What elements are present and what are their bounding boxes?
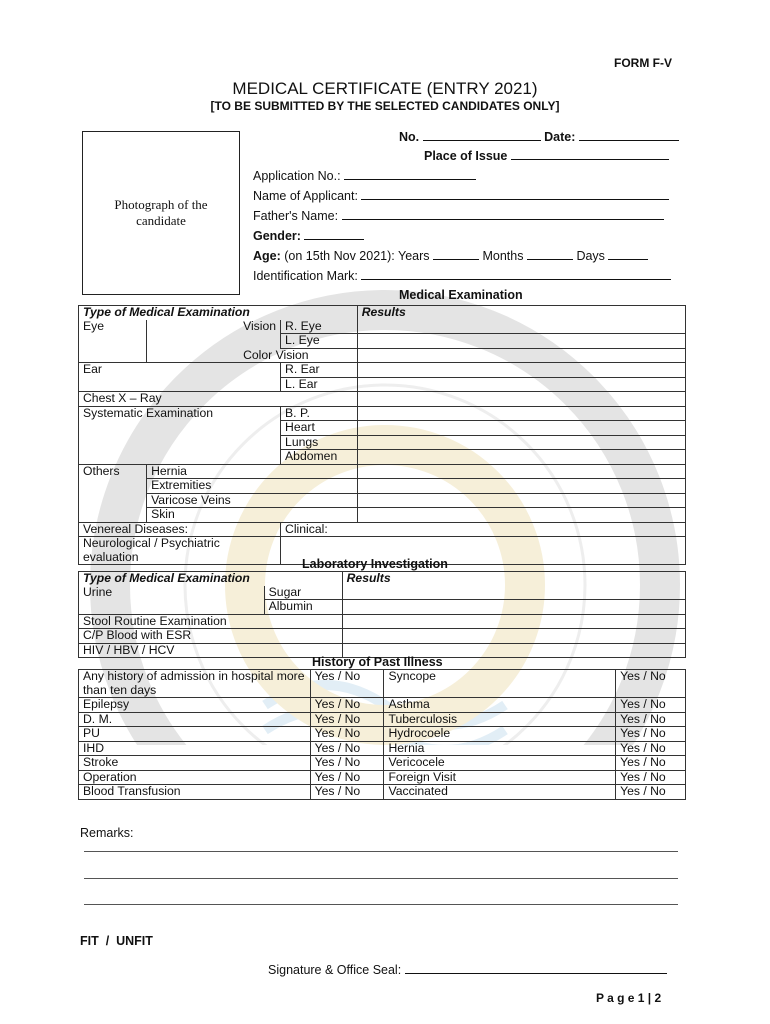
application-no-row [253, 168, 476, 183]
age-years-label: (on 15th Nov 2021): Years [284, 249, 430, 263]
hiv-label: HIV / HBV / HCV [83, 642, 175, 657]
age-label: Age: [253, 249, 281, 263]
albumin-label: Albumin [268, 599, 313, 613]
yes-no-option[interactable]: Yes / No [314, 697, 361, 711]
date-field[interactable] [579, 129, 679, 141]
urine-label: Urine [83, 584, 113, 599]
heart-label: Heart [285, 420, 315, 434]
history-condition: IHD [83, 740, 104, 755]
l-ear-label: L. Ear [285, 376, 318, 391]
signature-field[interactable] [405, 962, 667, 974]
father-name-label: Father's Name: [253, 209, 339, 223]
r-eye-result[interactable] [357, 320, 685, 334]
gender-field[interactable] [304, 228, 364, 240]
history-row [79, 698, 686, 713]
extremities-label: Extremities [151, 478, 212, 492]
vision-label: Vision [243, 318, 277, 333]
medical-exam-table [78, 305, 686, 565]
identification-row [253, 268, 671, 283]
skin-result[interactable] [357, 508, 685, 523]
page-title: MEDICAL CERTIFICATE (ENTRY 2021) [232, 79, 538, 98]
heart-result[interactable] [357, 421, 685, 436]
history-condition: Foreign Visit [388, 769, 456, 784]
page-subtitle: [TO BE SUBMITTED BY THE SELECTED CANDIDATES ONLY] [210, 99, 560, 113]
history-condition: Asthma [388, 697, 430, 711]
photo-box[interactable] [82, 131, 240, 295]
yes-no-option[interactable]: Yes / No [314, 669, 361, 683]
varicose-result[interactable] [357, 493, 685, 508]
remarks-label: Remarks: [80, 826, 134, 840]
clinical-label: Clinical: [285, 521, 328, 536]
stool-result[interactable] [342, 614, 685, 629]
place-label: Place of Issue [424, 149, 508, 163]
yes-no-option[interactable]: Yes / No [314, 769, 361, 784]
applicant-name-field[interactable] [361, 188, 669, 200]
lungs-label: Lungs [285, 434, 319, 449]
history-condition: Any history of admission in hospital more than ten days [83, 669, 305, 697]
yes-no-option[interactable]: Yes / No [314, 711, 361, 726]
history-condition: Hydrocoele [388, 726, 451, 740]
signature-label: Signature & Office Seal: [268, 963, 402, 977]
bp-label: B. P. [285, 405, 310, 420]
history-condition: D. M. [83, 711, 113, 726]
application-no-field[interactable] [344, 168, 476, 180]
history-row [79, 785, 686, 800]
color-vision-label: Color Vision [243, 347, 309, 362]
abdomen-label: Abdomen [285, 449, 338, 463]
history-heading: History of Past Illness [312, 655, 443, 669]
history-condition: Tuberculosis [388, 711, 458, 726]
others-label: Others [83, 463, 120, 478]
history-condition: Vaccinated [388, 784, 448, 798]
applicant-name-row [253, 188, 669, 203]
history-condition: PU [83, 726, 100, 740]
no-label: No. [399, 130, 420, 144]
age-days-field[interactable] [608, 248, 648, 260]
history-table [78, 669, 686, 800]
history-row [79, 770, 686, 785]
stool-label: Stool Routine Examination [83, 613, 227, 628]
l-ear-result[interactable] [357, 377, 685, 392]
no-field[interactable] [423, 129, 541, 141]
number-date-row [399, 129, 679, 144]
history-condition: Hernia [388, 740, 425, 755]
form-id: FORM F-V [614, 56, 672, 70]
gender-label: Gender: [253, 229, 301, 243]
eye-label: Eye [83, 318, 105, 333]
age-row [253, 248, 648, 263]
yes-no-option[interactable]: Yes / No [620, 726, 666, 740]
r-ear-result[interactable] [357, 363, 685, 378]
gender-row [253, 228, 364, 243]
skin-label: Skin [151, 507, 175, 521]
l-eye-label: L. Eye [285, 333, 320, 347]
signature-row [268, 962, 667, 977]
history-row [79, 727, 686, 742]
yes-no-option[interactable]: Yes / No [620, 784, 666, 798]
history-condition: Operation [83, 769, 137, 784]
remarks-line-3[interactable] [84, 904, 678, 905]
varicose-label: Varicose Veins [151, 492, 231, 507]
fit-unfit-label[interactable]: FIT / UNFIT [80, 934, 153, 948]
l-eye-result[interactable] [357, 334, 685, 349]
lab-heading: Laboratory Investigation [302, 557, 448, 571]
place-of-issue-row [424, 148, 669, 163]
yes-no-option[interactable]: Yes / No [620, 669, 666, 683]
r-eye-label: R. Eye [285, 318, 322, 333]
identification-field[interactable] [361, 268, 671, 280]
age-months-label: Months [482, 249, 524, 263]
identification-label: Identification Mark: [253, 269, 358, 283]
application-no-label: Application No.: [253, 169, 341, 183]
bp-result[interactable] [357, 406, 685, 421]
sugar-label: Sugar [268, 584, 302, 599]
place-field[interactable] [511, 148, 669, 160]
color-vision-result[interactable] [357, 348, 685, 363]
abdomen-result[interactable] [357, 450, 685, 465]
history-condition: Epilepsy [83, 697, 130, 711]
ear-label: Ear [83, 362, 102, 376]
neuro-label: Neurological / Psychiatric evaluation [83, 536, 220, 564]
sugar-result[interactable] [342, 586, 685, 600]
lab-table [78, 571, 686, 658]
age-months-field[interactable] [527, 248, 573, 260]
father-name-row [253, 208, 664, 223]
r-ear-label: R. Ear [285, 362, 320, 376]
history-condition: Syncope [388, 669, 436, 683]
yes-no-option[interactable]: Yes / No [620, 711, 666, 726]
remarks-line-1[interactable] [84, 851, 678, 852]
extremities-result[interactable] [357, 479, 685, 494]
hernia-result[interactable] [357, 464, 685, 479]
albumin-result[interactable] [342, 600, 685, 615]
venereal-label: Venereal Diseases: [83, 521, 189, 536]
yes-no-option[interactable]: Yes / No [620, 769, 666, 784]
cp-blood-label: C/P Blood with ESR [83, 628, 192, 642]
history-condition: Blood Transfusion [83, 784, 181, 798]
cp-blood-result[interactable] [342, 629, 685, 644]
date-label: Date: [544, 130, 576, 144]
col-type-header: Type of Medical Examination [83, 305, 250, 319]
applicant-name-label: Name of Applicant: [253, 189, 358, 203]
age-days-label: Days [576, 249, 605, 263]
father-name-field[interactable] [342, 208, 664, 220]
page-number: P a g e 1 | 2 [596, 991, 662, 1005]
hernia-label: Hernia [151, 463, 187, 478]
lungs-result[interactable] [357, 435, 685, 450]
remarks-line-2[interactable] [84, 878, 678, 879]
lab-col-results-header: Results [346, 571, 391, 585]
history-row [79, 756, 686, 771]
photo-label: Photograph of the candidate [114, 197, 208, 228]
medical-exam-heading: Medical Examination [399, 288, 523, 302]
yes-no-option[interactable]: Yes / No [620, 740, 666, 755]
systematic-exam-label: Systematic Examination [83, 405, 214, 420]
yes-no-option[interactable]: Yes / No [620, 755, 666, 769]
col-results-header: Results [361, 305, 406, 319]
chest-xray-result[interactable] [357, 392, 685, 407]
age-years-field[interactable] [433, 248, 479, 260]
yes-no-option[interactable]: Yes / No [314, 740, 361, 755]
history-row [79, 670, 686, 698]
yes-no-option[interactable]: Yes / No [314, 784, 361, 798]
chest-xray-label: Chest X – Ray [83, 391, 162, 405]
history-condition: Vericocele [388, 755, 445, 769]
yes-no-option[interactable]: Yes / No [314, 755, 361, 769]
lab-col-type-header: Type of Medical Examination [83, 571, 250, 585]
yes-no-option[interactable]: Yes / No [620, 697, 666, 711]
history-row [79, 712, 686, 727]
history-row [79, 741, 686, 756]
yes-no-option[interactable]: Yes / No [314, 726, 361, 740]
history-condition: Stroke [83, 755, 119, 769]
